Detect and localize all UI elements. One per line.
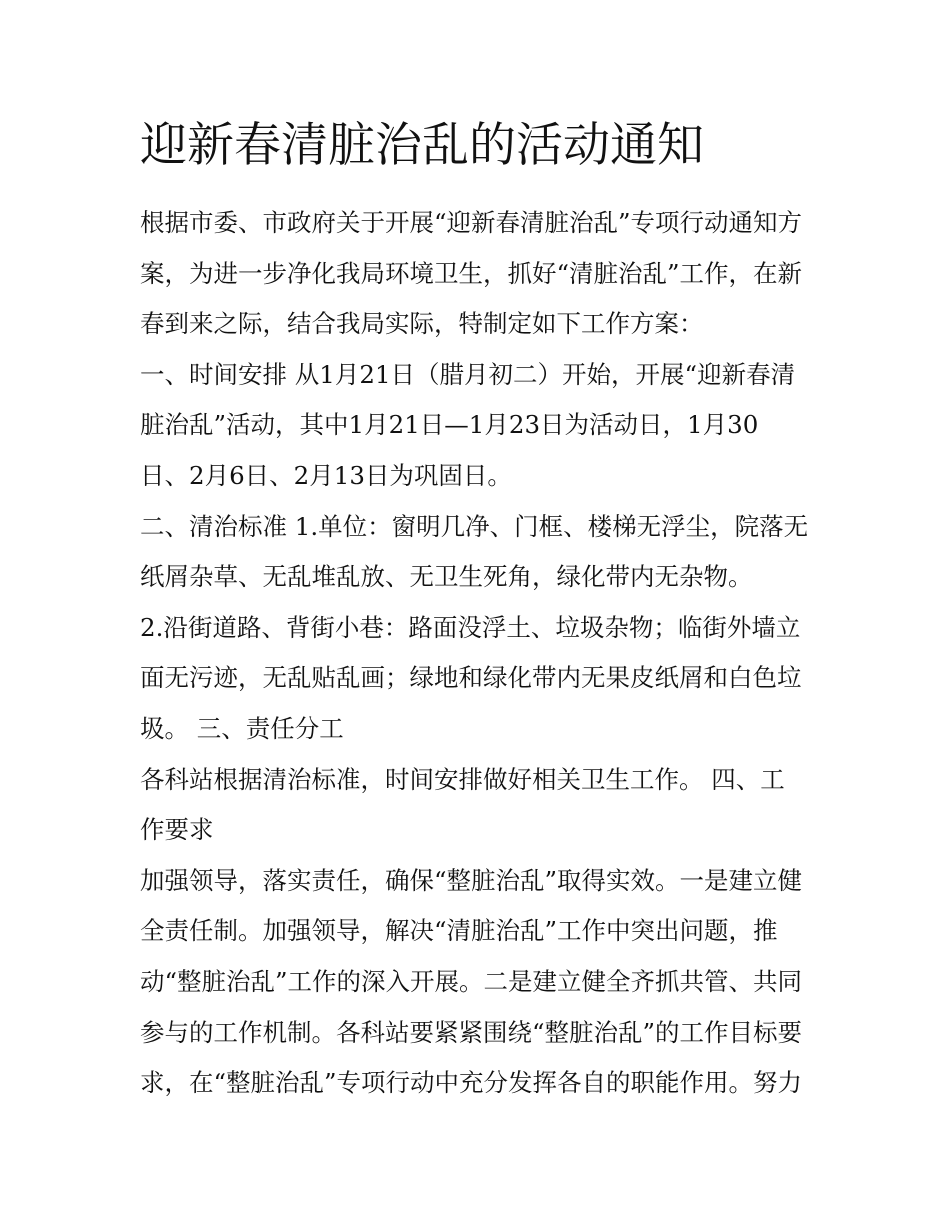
body-line: 作要求 (140, 815, 214, 845)
body-line: 春到来之际，结合我局实际，特制定如下工作方案： (140, 309, 704, 339)
body-line: 根据市委、市政府关于开展“迎新春清脏治乱”专项行动通知方 (140, 208, 803, 237)
body-line: 脏治乱”活动，其中1月21日—1月23日为活动日，1月30 (140, 410, 759, 440)
body-line: 各科站根据清治标准，时间安排做好相关卫生工作。 四、工 (140, 764, 785, 794)
body-line: 纸屑杂草、无乱堆乱放、无卫生死角，绿化带内无杂物。 (140, 562, 753, 592)
body-line: 全责任制。加强领导，解决“清脏治乱”工作中突出问题，推 (140, 916, 778, 946)
body-line: 面无污迹，无乱贴乱画；绿地和绿化带内无果皮纸屑和白色垃 (140, 663, 802, 693)
body-line: 加强领导，落实责任，确保“整脏治乱”取得实效。一是建立健 (140, 865, 803, 895)
body-line: 一、时间安排 从1月21日（腊月初二）开始，开展“迎新春清 (140, 359, 796, 389)
body-line: 参与的工作机制。各科站要紧紧围绕“整脏治乱”的工作目标要 (140, 1017, 803, 1047)
body-line: 二、清治标准 1.单位：窗明几净、门框、楼梯无浮尘，院落无 (140, 511, 809, 541)
document-body (140, 198, 840, 1109)
body-line: 求，在“整脏治乱”专项行动中充分发挥各自的职能作用。努力 (140, 1068, 803, 1098)
body-line: 动“整脏治乱”工作的深入开展。二是建立健全齐抓共管、共同 (140, 966, 803, 996)
body-line: 案，为进一步净化我局环境卫生，抓好“清脏治乱”工作，在新 (140, 258, 803, 288)
body-line: 圾。 三、责任分工 (140, 713, 344, 743)
body-line: 2.沿街道路、背街小巷：路面没浮土、垃圾杂物；临街外墙立 (140, 612, 801, 642)
body-line: 日、2月6日、2月13日为巩固日。 (140, 460, 512, 490)
document-title: 迎新春清脏治乱的活动通知 (140, 118, 704, 173)
